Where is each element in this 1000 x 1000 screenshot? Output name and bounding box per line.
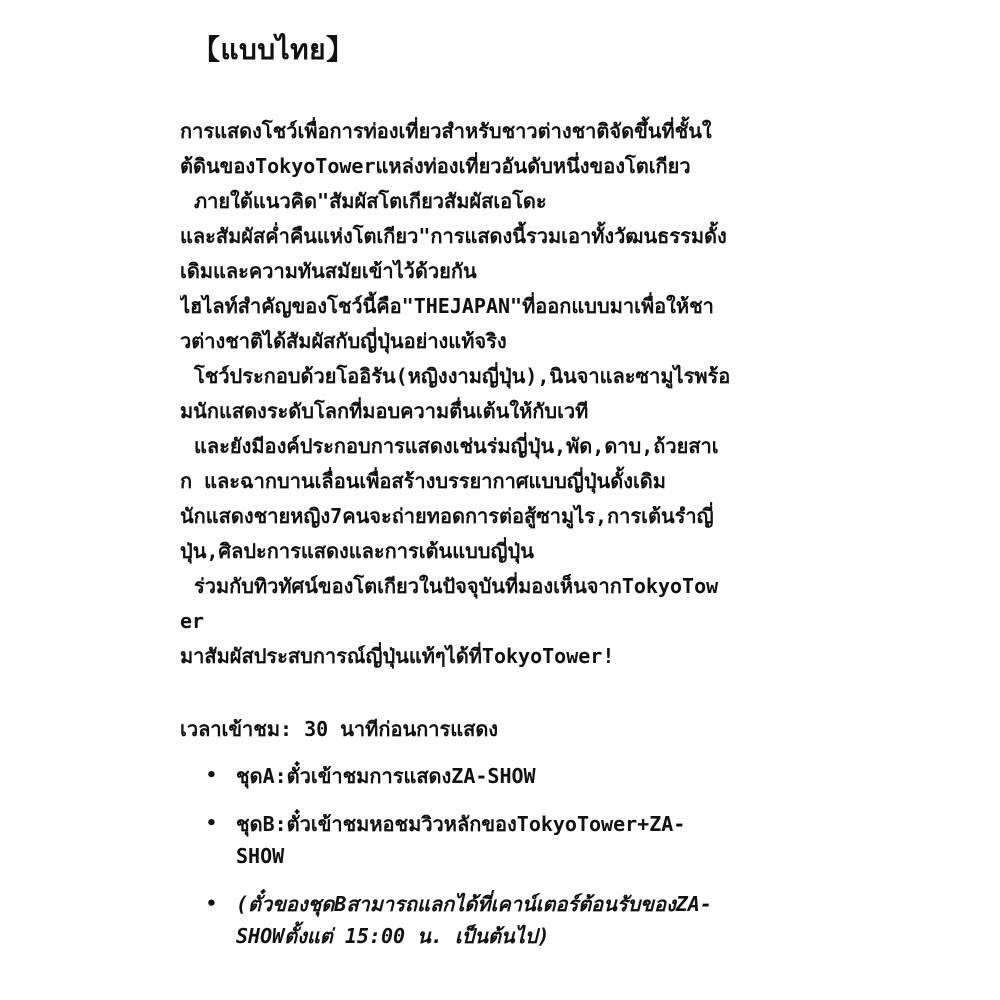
ticket-text: SHOW <box>236 844 285 868</box>
body-line: และสัมผัสค่ำคืนแห่งโตเกียว"การแสดงนี้รวมเอาทั้งวัฒนธรรมดั้ง <box>180 224 727 248</box>
ticket-list <box>200 760 820 968</box>
ticket-item-set-a <box>200 760 820 792</box>
body-line: นักแสดงชายหญิง7คนจะถ่ายทอดการต่อสู้ซามูไร,การเต้นรำญี่ <box>180 504 714 528</box>
ticket-note-text: SHOWตั้งแต่ 15:00 น. เป็นต้นไป) <box>236 924 550 948</box>
body-line: ก และฉากบานเลื่อนเพื่อสร้างบรรยากาศแบบญี่ปุ่นดั้งเดิม <box>180 469 666 493</box>
body-line: ต้ดินของTokyoTowerแหล่งท่องเที่ยวอันดับหนึ่งของโตเกียว <box>180 154 691 178</box>
ticket-text: ชุดB:ตั๋วเข้าชมหอชมวิวหลักของTokyoTower+ZA- <box>236 812 686 836</box>
body-line: วต่างชาติได้สัมผัสกับญี่ปุ่นอย่างแท้จริง <box>180 329 507 353</box>
body-line: มาสัมผัสประสบการณ์ญี่ปุ่นแท้ๆได้ที่TokyoTower! <box>180 644 615 668</box>
ticket-text: ชุดA:ตั๋วเข้าชมการแสดงZA-SHOW <box>236 764 536 788</box>
bullet-icon: • <box>206 813 217 834</box>
body-text <box>180 114 840 674</box>
ticket-item-set-b <box>200 808 820 872</box>
body-line: ภายใต้แนวคิด"สัมผัสโตเกียวสัมผัสเอโดะ <box>194 189 547 213</box>
body-line: เดิมและความทันสมัยเข้าไว้ด้วยกัน <box>180 259 477 283</box>
ticket-note-text: (ตั๋วของชุดBสามารถแลกได้ที่เคาน์เตอร์ต้อนรับของZA- <box>236 892 712 916</box>
bullet-icon: • <box>206 765 217 786</box>
body-line: มนักแสดงระดับโลกที่มอบความตื่นเต้นให้กับเวที <box>180 399 589 423</box>
entry-time-text: เวลาเข้าชม: 30 นาทีก่อนการแสดง <box>180 717 499 741</box>
ticket-item-note <box>200 888 820 952</box>
body-line: ไฮไลท์สำคัญของโชว์นี้คือ"THEJAPAN"ที่ออกแบบมาเพื่อให้ชา <box>180 294 714 318</box>
body-line: er <box>180 609 205 633</box>
bullet-icon: • <box>206 893 217 914</box>
page-title: 【แบบไทย】 <box>192 33 355 66</box>
body-line: โชว์ประกอบด้วยโออิรัน(หญิงงามญี่ปุ่น),นินจาและซามูไรพร้อ <box>194 364 731 388</box>
body-line: การแสดงโชว์เพื่อการท่องเที่ยวสำหรับชาวต่างชาติจัดขึ้นที่ชั้นใ <box>180 119 712 143</box>
body-line: และยังมีองค์ประกอบการแสดงเช่นร่มญี่ปุ่น,พัด,ดาบ,ถ้วยสาเ <box>194 434 719 458</box>
body-line: ร่วมกับทิวทัศน์ของโตเกียวในปัจจุบันที่มองเห็นจากTokyoTow <box>194 574 719 598</box>
body-line: ปุ่น,ศิลปะการแสดงและการเต้นแบบญี่ปุ่น <box>180 539 534 563</box>
